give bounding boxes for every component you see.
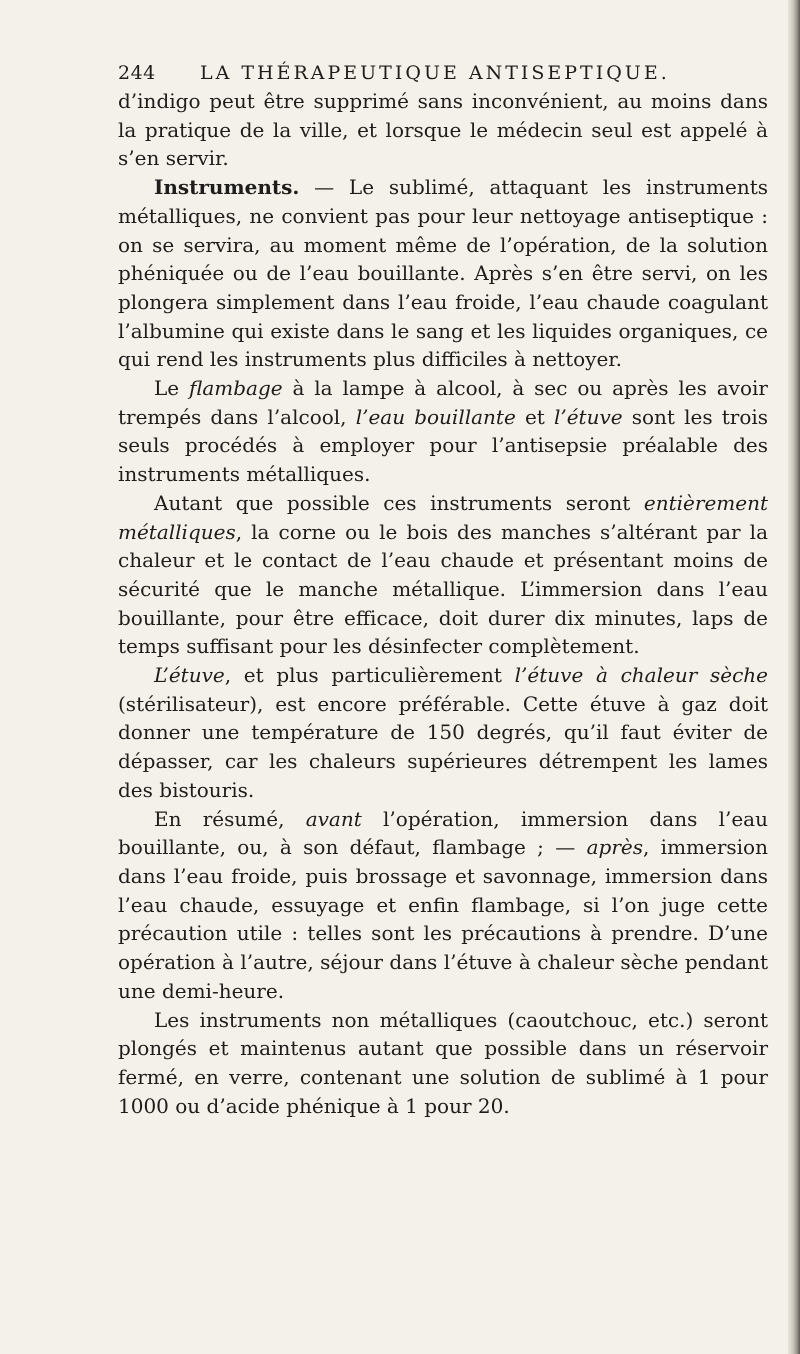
paragraph-metalliques <box>118 489 768 661</box>
etuve-chaleur-seche-term: l’étuve à chaleur sèche <box>514 663 768 688</box>
etuve-term: l’étuve <box>553 404 623 429</box>
metalliques-text-a: Autant que possible ces instruments seront <box>154 490 644 515</box>
apres-term: après <box>586 835 643 860</box>
page-edge-shadow <box>788 0 800 1354</box>
flambage-text-a: Le <box>154 376 189 401</box>
etuve-text-b: , et plus particulièrement <box>224 663 515 688</box>
eau-bouillante-term: l’eau bouillante <box>355 404 516 429</box>
paragraph-indigo <box>118 87 768 173</box>
running-title: LA THÉRAPEUTIQUE ANTISEPTIQUE. <box>200 62 670 84</box>
flambage-text-c: à la lampe à alcool, à sec ou après les avoir trempés dans l’alcool, <box>118 376 768 429</box>
paragraph-flambage <box>118 374 768 489</box>
flambage-text-g: sont les trois seuls procédés à employer pour l’antisepsie préalable des instruments métalliques. <box>118 404 769 487</box>
resume-text-a: En résumé, <box>154 806 306 831</box>
metalliques-text-c: , la corne ou le bois des manches s’altérant par la chaleur et le contact de l’eau chaude et présentant moins de sécurité que le manche métallique. L’immersion dans l’eau bouillante, pour être efficace, doit durer dix minutes, laps de temps suffisant pour les désinfecter complètement. <box>118 519 768 659</box>
etuve-text-d: (stérilisateur), est encore préférable. Cette étuve à gaz doit donner une température de 150 degrés, qu’il faut éviter de dépasser, car les chaleurs supérieures détrempent les lames des bistouris. <box>118 691 768 802</box>
resume-text-c: l’opération, immersion dans l’eau bouillante, ou, à son défaut, flambage ; — <box>118 806 768 860</box>
paragraph-non-metalliques-text: Les instruments non métalliques (caoutchouc, etc.) seront plongés et maintenus autant que possible dans un réservoir fermé, en verre, contenant une solution de sublimé à 1 pour 1000 ou d’acide phénique à 1 pour 20. <box>118 1007 768 1118</box>
paragraph-non-metalliques <box>118 1006 768 1121</box>
paragraph-etuve <box>118 661 768 805</box>
page-number: 244 <box>118 62 156 84</box>
flambage-text-e: et <box>515 404 554 429</box>
section-heading-instruments: Instruments. <box>154 175 300 200</box>
paragraph-instruments <box>118 173 768 374</box>
resume-text-e: , immersion dans l’eau froide, puis brossage et savonnage, immersion dans l’eau chaude, essuyage et enfin flambage, si l’on juge cette précaution utile : telles sont les précautions à prendre. D’une opération à l’autre, séjour dans l’étuve à chaleur sèche pendant une demi-heure. <box>118 835 768 1003</box>
paragraph-instruments-text: — Le sublimé, attaquant les instruments métalliques, ne convient pas pour leur nettoyage antiseptique : on se servira, au moment même de l’opération, de la solution phéniquée ou de l’eau bouillante. Après s’en être servi, on les plongera simplement dans l’eau froide, l’eau chaude coagulant l’albumine qui existe dans le sang et les liquides organiques, ce qui rend les instruments plus difficiles à nettoyer. <box>118 175 768 372</box>
entierement-metalliques-term: entièrement métalliques <box>118 490 768 544</box>
paragraph-indigo-text: d’indigo peut être supprimé sans inconvénient, au moins dans la pratique de la ville, et lorsque le médecin seul est appelé à s’en servir. <box>118 89 768 171</box>
avant-term: avant <box>305 806 362 831</box>
body-text <box>118 87 768 1120</box>
paragraph-resume <box>118 805 768 1006</box>
etuve-heading-term: L’étuve <box>154 663 225 688</box>
flambage-term: flambage <box>189 376 283 401</box>
